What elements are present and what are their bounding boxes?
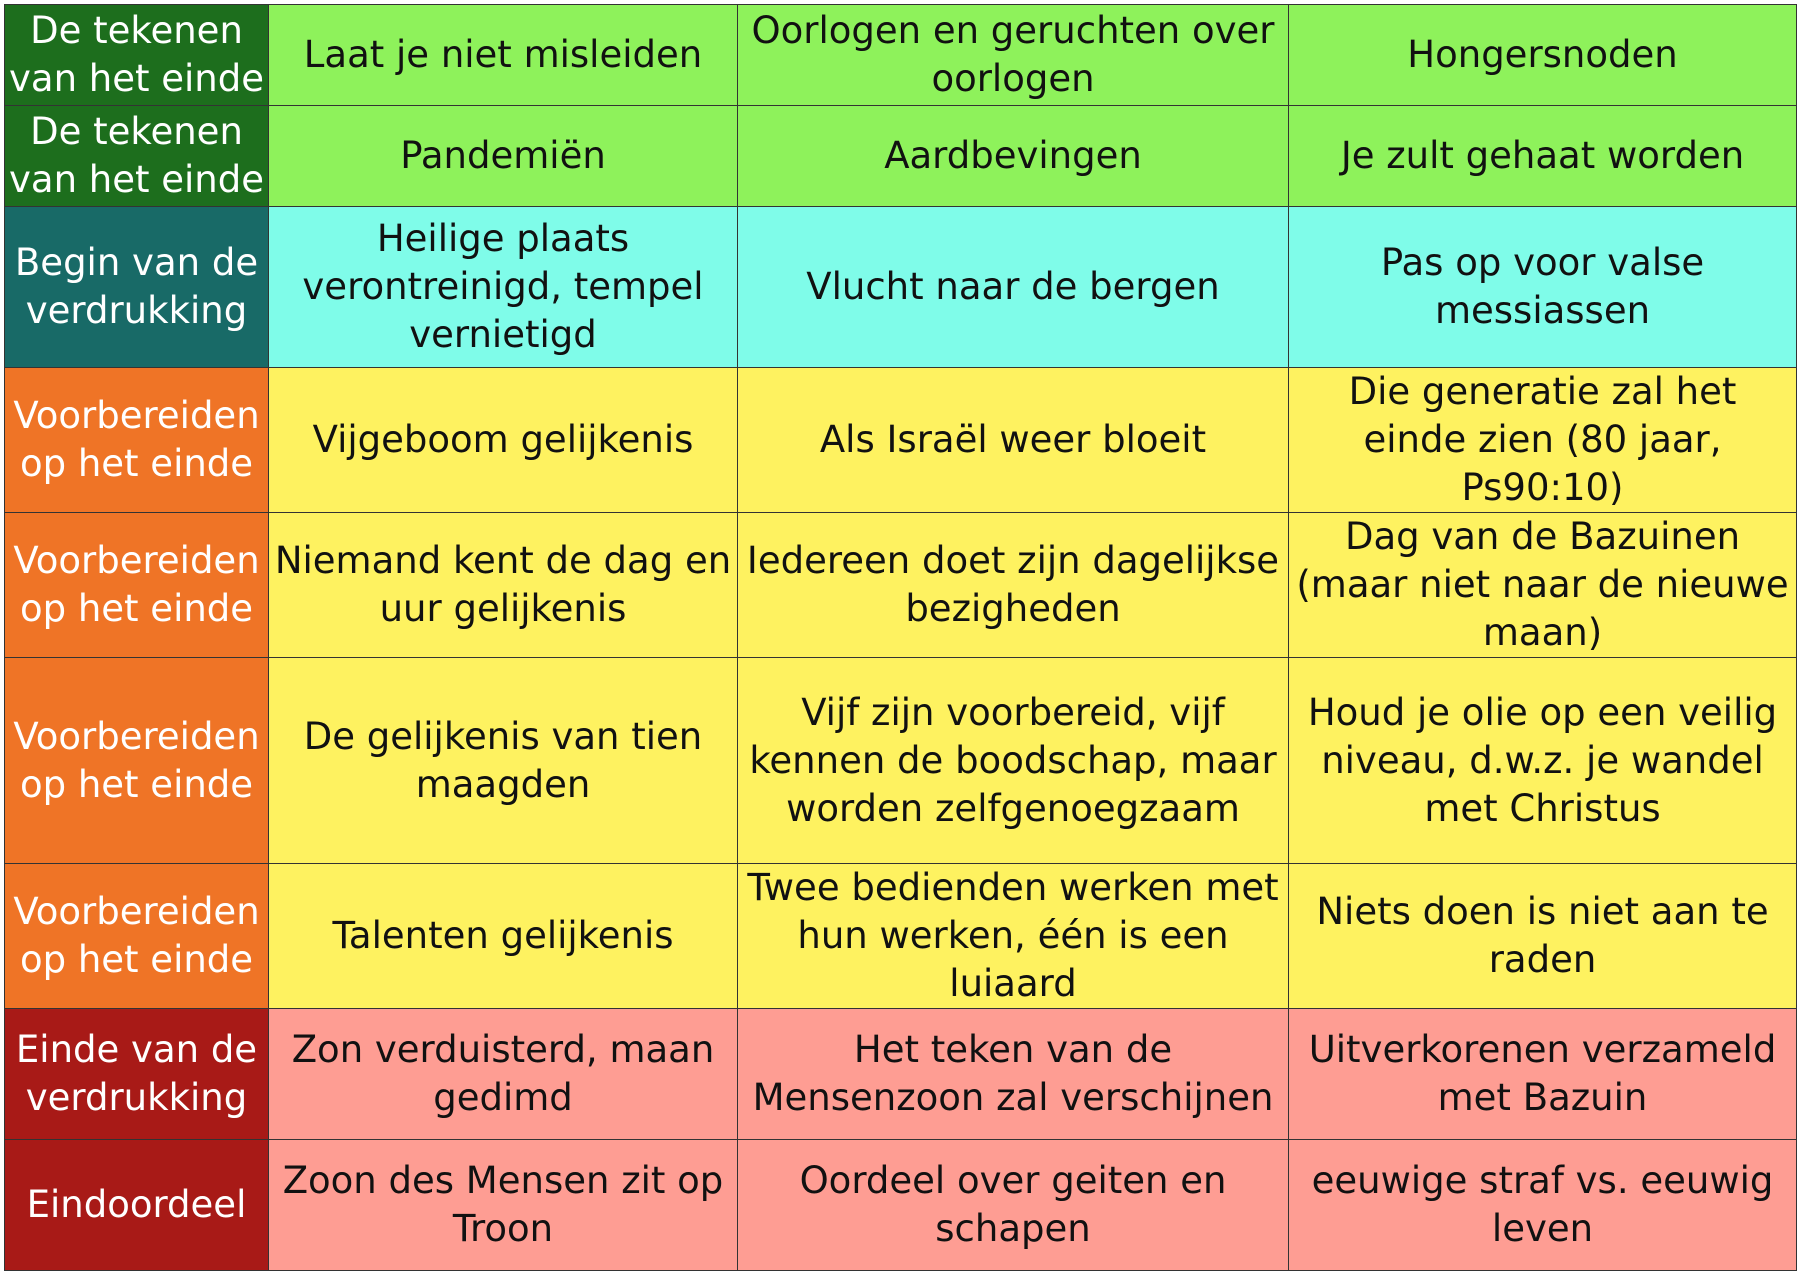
table-cell: Zoon des Mensen zit op Troon <box>269 1140 738 1271</box>
row-label: Voorbereiden op het einde <box>5 513 269 658</box>
table-cell: Niemand kent de dag en uur gelijkenis <box>269 513 738 658</box>
table-cell: Als Israël weer bloeit <box>738 368 1289 513</box>
table-cell: Talenten gelijkenis <box>269 864 738 1009</box>
table-row <box>5 106 1797 207</box>
table-cell: Oordeel over geiten en schapen <box>738 1140 1289 1271</box>
table-cell: Vlucht naar de bergen <box>738 207 1289 368</box>
table-cell: Uitverkorenen verzameld met Bazuin <box>1289 1009 1797 1140</box>
table-row <box>5 1009 1797 1140</box>
table-cell: Aardbevingen <box>738 106 1289 207</box>
table-cell: Het teken van de Mensenzoon zal verschijnen <box>738 1009 1289 1140</box>
table-cell: Je zult gehaat worden <box>1289 106 1797 207</box>
row-label: Voorbereiden op het einde <box>5 368 269 513</box>
table-cell: Iedereen doet zijn dagelijkse bezigheden <box>738 513 1289 658</box>
table-row <box>5 368 1797 513</box>
table-row <box>5 658 1797 864</box>
row-label: Einde van de verdrukking <box>5 1009 269 1140</box>
table-cell: Heilige plaats verontreinigd, tempel vernietigd <box>269 207 738 368</box>
row-label: Voorbereiden op het einde <box>5 864 269 1009</box>
table-cell: Pas op voor valse messiassen <box>1289 207 1797 368</box>
table-cell: Vijgeboom gelijkenis <box>269 368 738 513</box>
table-cell: Dag van de Bazuinen (maar niet naar de nieuwe maan) <box>1289 513 1797 658</box>
table-cell: eeuwige straf vs. eeuwig leven <box>1289 1140 1797 1271</box>
row-label: Begin van de verdrukking <box>5 207 269 368</box>
row-label: De tekenen van het einde <box>5 5 269 106</box>
table-row <box>5 5 1797 106</box>
table-cell: De gelijkenis van tien maagden <box>269 658 738 864</box>
end-times-table <box>4 4 1797 1271</box>
table-cell: Die generatie zal het einde zien (80 jaar, Ps90:10) <box>1289 368 1797 513</box>
row-label: Voorbereiden op het einde <box>5 658 269 864</box>
table-cell: Vijf zijn voorbereid, vijf kennen de boodschap, maar worden zelfgenoegzaam <box>738 658 1289 864</box>
table-cell: Twee bedienden werken met hun werken, één is een luiaard <box>738 864 1289 1009</box>
table-cell: Niets doen is niet aan te raden <box>1289 864 1797 1009</box>
row-label: De tekenen van het einde <box>5 106 269 207</box>
table-cell: Oorlogen en geruchten over oorlogen <box>738 5 1289 106</box>
table-cell: Laat je niet misleiden <box>269 5 738 106</box>
row-label: Eindoordeel <box>5 1140 269 1271</box>
table-row <box>5 207 1797 368</box>
table-cell: Pandemiën <box>269 106 738 207</box>
table-row <box>5 1140 1797 1271</box>
table-row <box>5 864 1797 1009</box>
table-cell: Houd je olie op een veilig niveau, d.w.z. je wandel met Christus <box>1289 658 1797 864</box>
table-row <box>5 513 1797 658</box>
table-cell: Hongersnoden <box>1289 5 1797 106</box>
table-cell: Zon verduisterd, maan gedimd <box>269 1009 738 1140</box>
